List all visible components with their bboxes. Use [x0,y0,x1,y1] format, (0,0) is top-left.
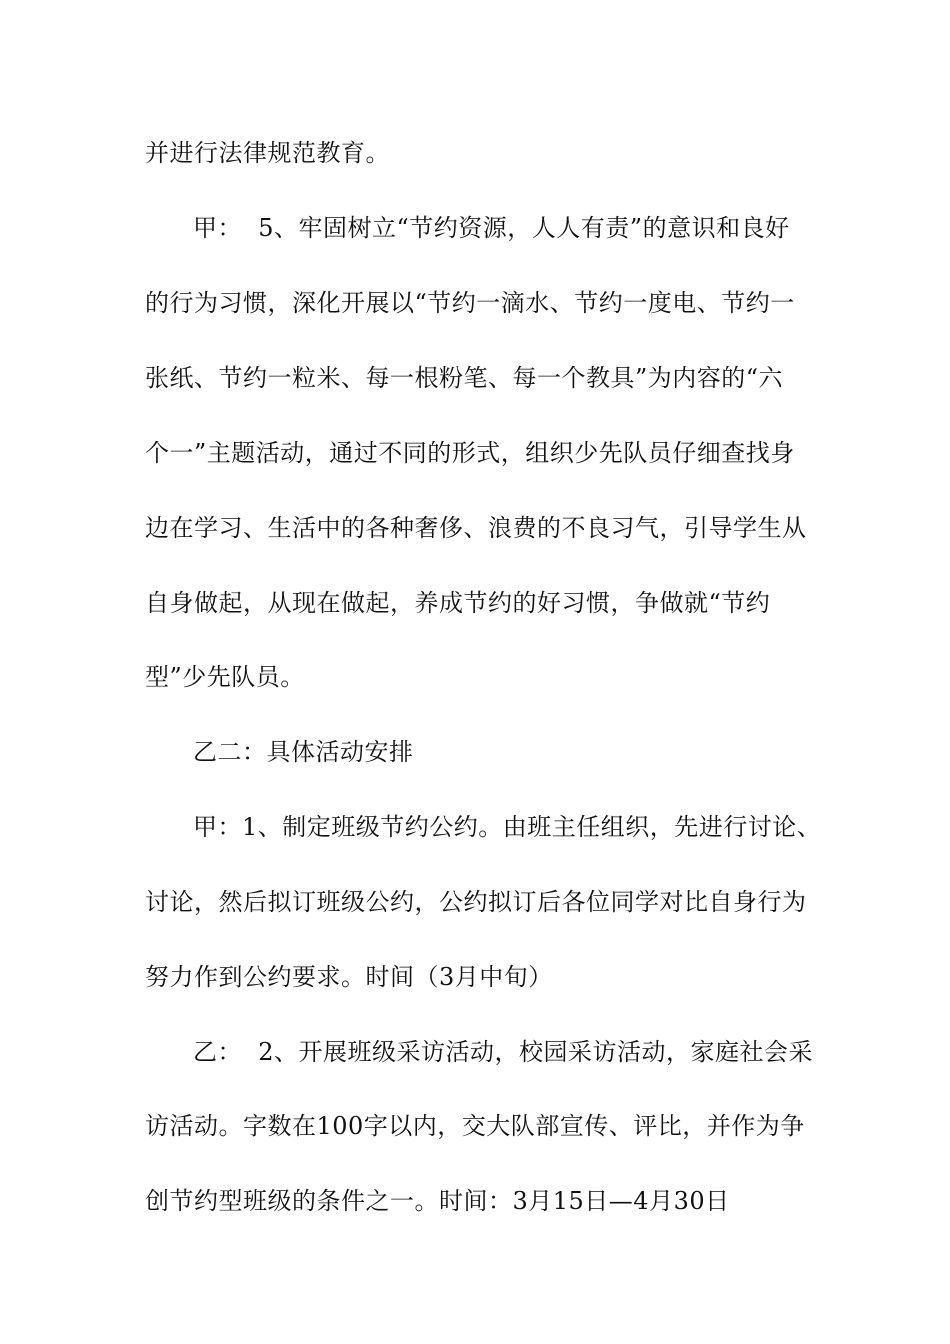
text-line: 张纸、节约一粒米、每一根粉笔、每一个教具”为内容的“六 [145,364,784,392]
section-heading: 乙二：具体活动安排 [193,738,414,766]
text-line: 自身做起，从现在做起，养成节约的好习惯，争做就“节约 [145,589,771,617]
paragraph-first-line: 乙： 2、开展班级采访活动，校园采访活动，家庭社会采 [193,1038,814,1066]
text-line: 边在学习、生活中的各种奢侈、浪费的不良习气，引导学生从 [145,514,807,542]
text-line: 讨论，然后拟订班级公约，公约拟订后各位同学对比自身行为 [145,888,807,916]
text-line: 个一”主题活动，通过不同的形式，组织少先队员仔细查找身 [145,439,795,467]
text-line: 型”少先队员。 [145,663,305,691]
text-line: 创节约型班级的条件之一。时间：3月15日—4月30日 [145,1187,730,1215]
text-line: 访活动。字数在100字以内，交大队部宣传、评比，并作为争 [145,1112,805,1140]
text-line: 努力作到公约要求。时间（3月中旬） [145,963,553,991]
paragraph-first-line: 甲：1、制定班级节约公约。由班主任组织，先进行讨论、 [193,813,822,841]
text-line: 并进行法律规范教育。 [145,139,390,167]
text-line: 的行为习惯，深化开展以“节约一滴水、节约一度电、节约一 [145,289,795,317]
paragraph-first-line: 甲： 5、牢固树立“节约资源，人人有责”的意识和良好 [193,214,790,242]
